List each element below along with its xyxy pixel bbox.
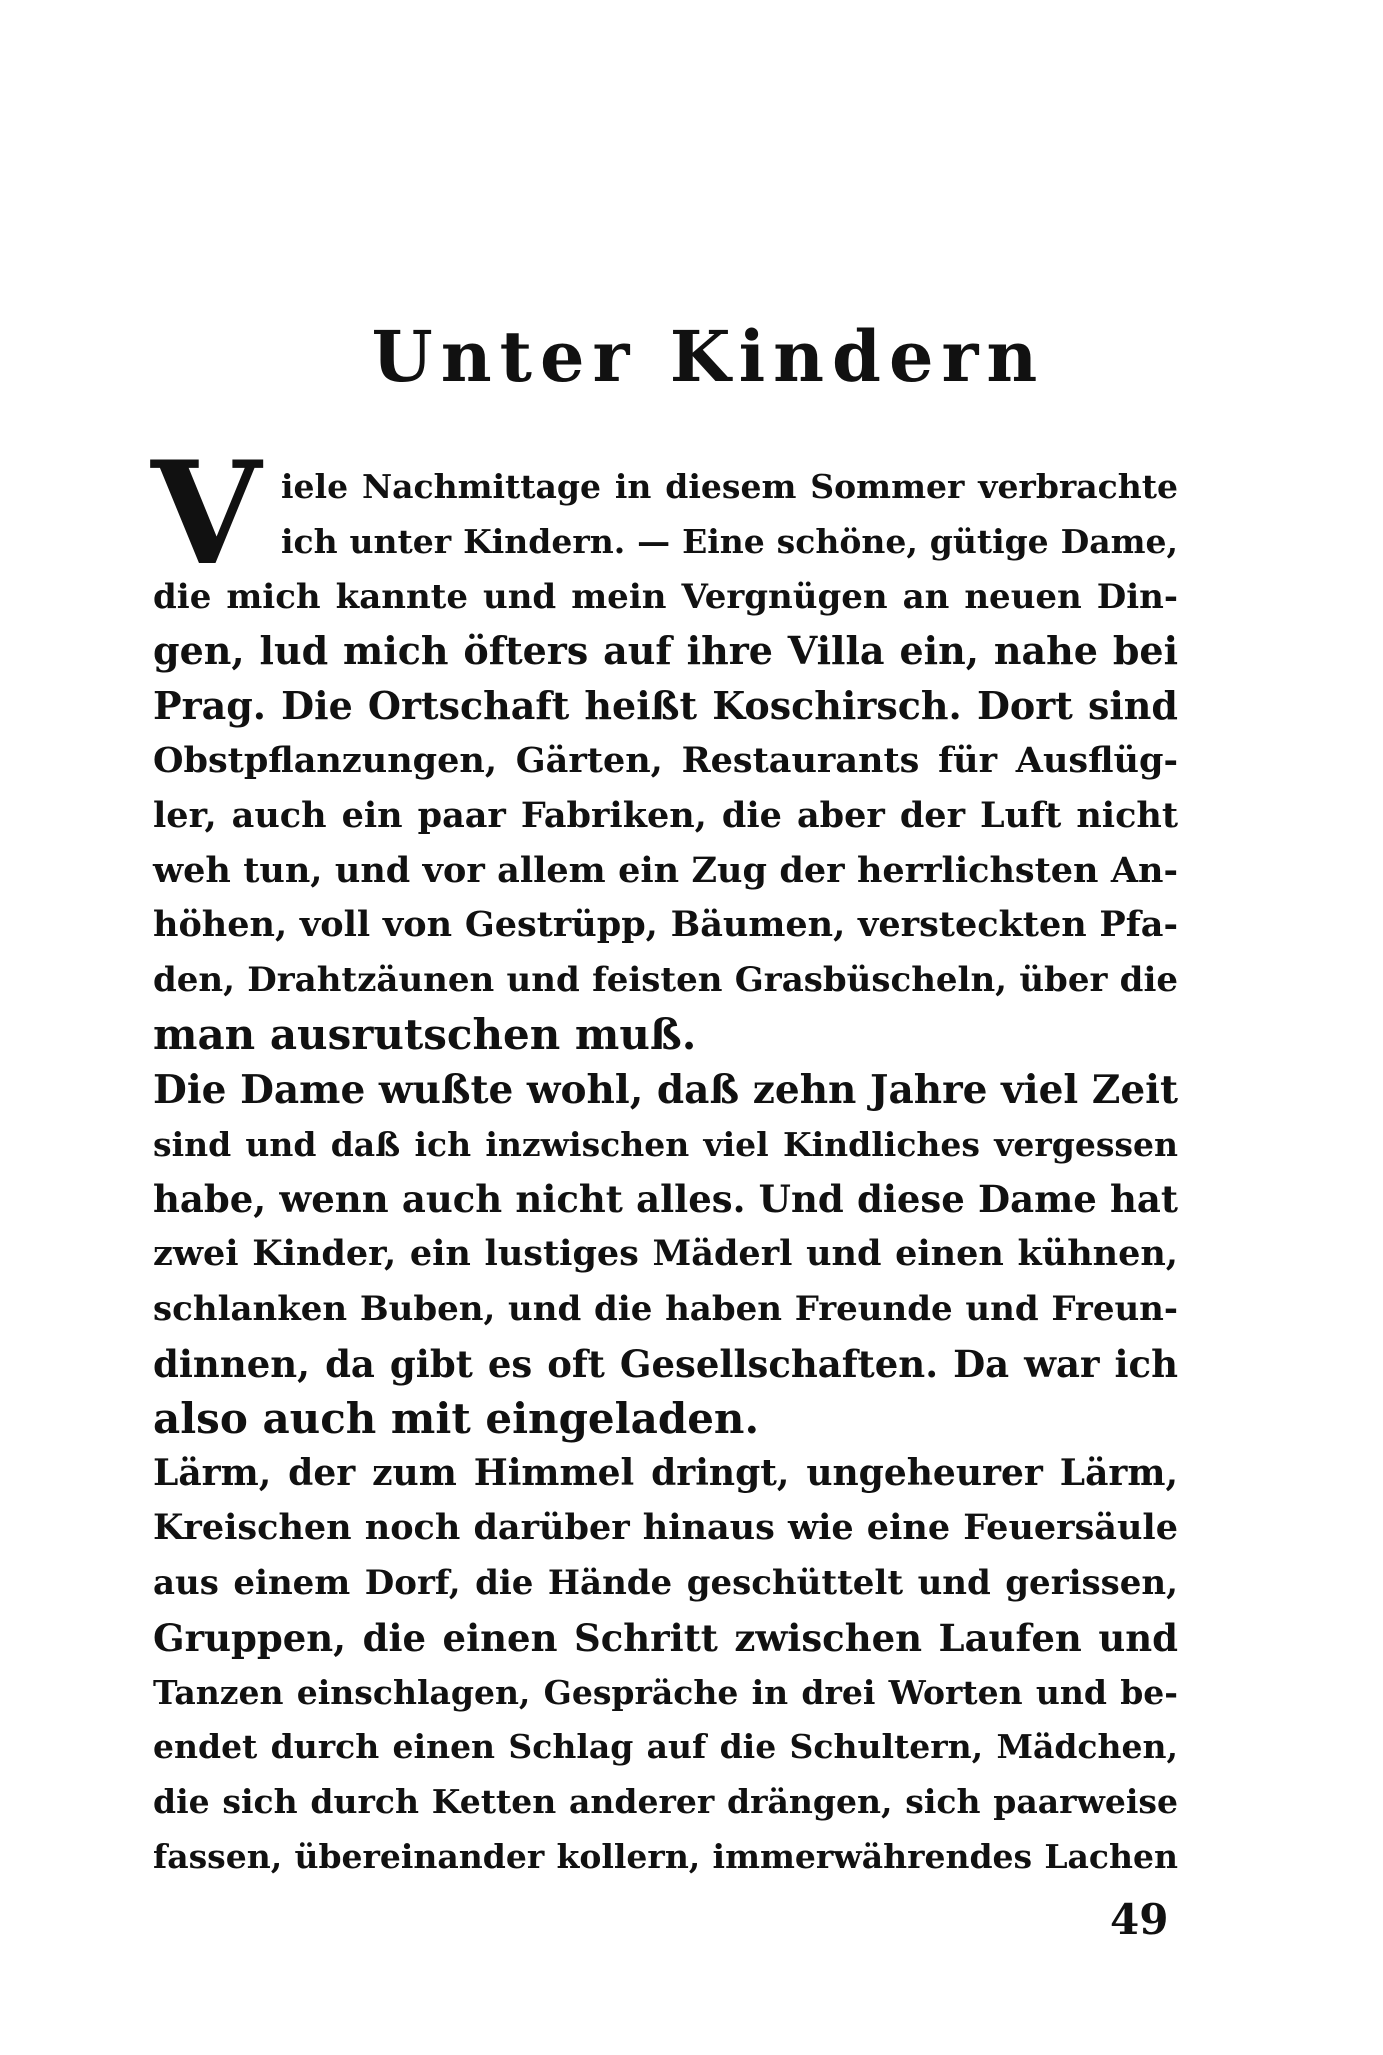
text-line: ich unter Kindern. — Eine schöne, gütige Dame, [281,521,1178,561]
drop-cap: V [151,431,262,597]
text-line: weh tun, und vor allem ein Zug der herrlichsten An- [153,849,1178,891]
text-line: dinnen, da gibt es oft Gesellschaften. Da war ich [153,1341,1178,1386]
text-line: Kreischen noch darüber hinaus wie eine Feuersäule [153,1507,1178,1549]
text-line: habe, wenn auch nicht alles. Und diese Dame hat [153,1177,1178,1222]
text-line: gen, lud mich öfters auf ihre Villa ein, nahe bei [153,628,1178,674]
text-line: sind und daß ich inzwischen viel Kindliches vergessen [153,1124,1178,1164]
text-line: Obstpflanzungen, Gärten, Restaurants für Ausflüg- [153,739,1178,781]
text-line: ler, auch ein paar Fabriken, die aber der Luft nicht [153,794,1178,836]
chapter-title: Unter Kindern [371,315,1046,398]
text-line: Lärm, der zum Himmel dringt, ungeheurer Lärm, [153,1452,1178,1495]
text-line: schlanken Buben, und die haben Freunde und Freun- [153,1288,1178,1329]
text-line: Tanzen einschlagen, Gespräche in drei Worten und be- [153,1672,1178,1712]
text-line: fassen, übereinander kollern, immerwährendes Lachen [153,1836,1178,1876]
text-line: aus einem Dorf, die Hände geschüttelt und gerissen, [153,1562,1178,1603]
text-line: die sich durch Ketten anderer drängen, sich paarweise [153,1782,1178,1822]
text-line: also auch mit eingeladen. [153,1393,760,1443]
text-line: man ausrutschen muß. [153,1009,697,1059]
page-number: 49 [1110,1895,1169,1944]
text-line: iele Nachmittage in diesem Sommer verbrachte [281,467,1178,506]
text-line: Die Dame wußte wohl, daß zehn Jahre viel Zeit [153,1066,1178,1113]
text-line: höhen, voll von Gestrüpp, Bäumen, versteckten Pfa- [153,904,1178,946]
body-text [151,431,1178,1885]
text-line: Prag. Die Ortschaft heißt Koschirsch. Dort sind [153,683,1178,729]
text-line: die mich kannte und mein Vergnügen an neuen Din- [153,576,1178,617]
text-line: den, Drahtzäunen und feisten Grasbüscheln, über die [153,960,1178,1001]
text-line: endet durch einen Schlag auf die Schultern, Mädchen, [153,1727,1178,1767]
text-line: Gruppen, die einen Schritt zwischen Laufen und [153,1615,1178,1660]
text-line: zwei Kinder, ein lustiges Mäderl und einen kühnen, [153,1233,1178,1275]
